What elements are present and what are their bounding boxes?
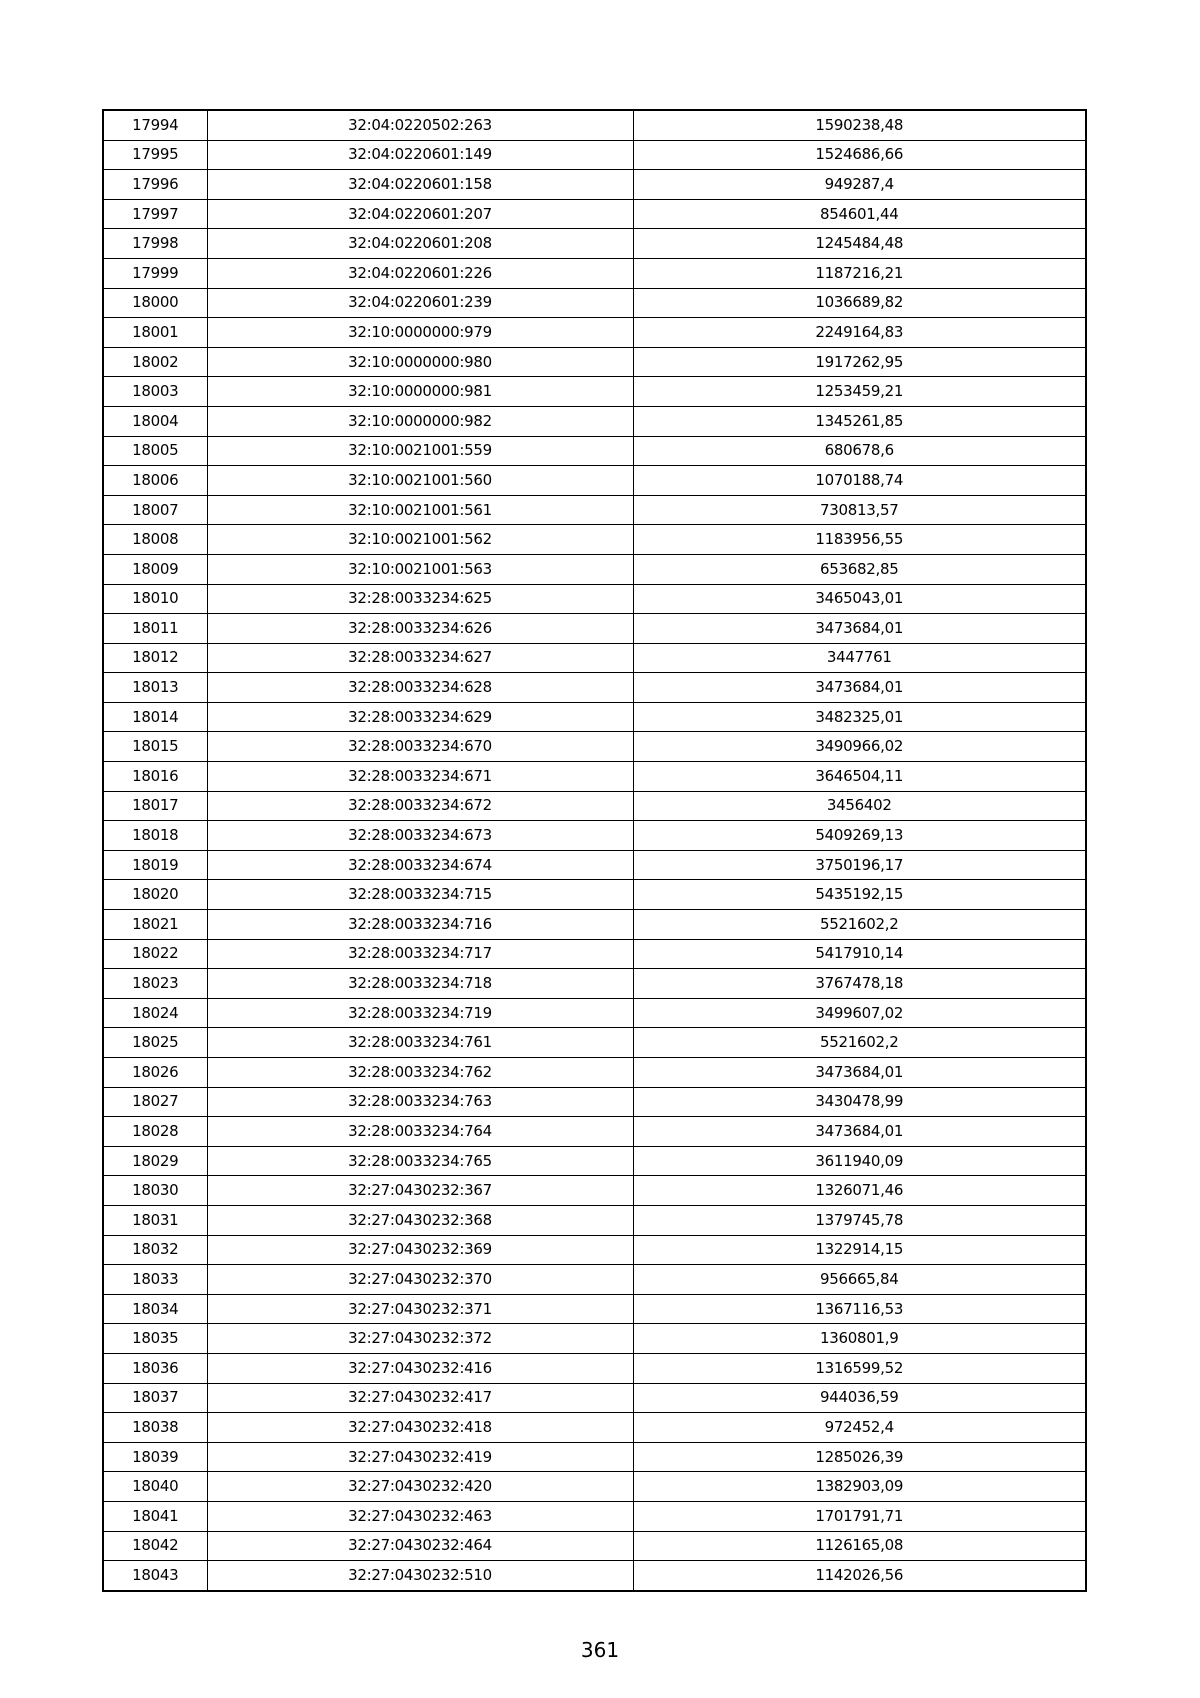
cadastral-number-cell: 32:27:0430232:371 xyxy=(207,1294,633,1324)
table-row xyxy=(103,643,1086,673)
cadastral-number-cell: 32:28:0033234:715 xyxy=(207,880,633,910)
table-row xyxy=(103,791,1086,821)
cadastral-number-cell: 32:27:0430232:368 xyxy=(207,1205,633,1235)
table-row xyxy=(103,821,1086,851)
cadastral-number-cell: 32:10:0000000:981 xyxy=(207,377,633,407)
row-number-cell: 18002 xyxy=(103,347,207,377)
row-number-cell: 17996 xyxy=(103,170,207,200)
row-number-cell: 18039 xyxy=(103,1442,207,1472)
row-number-cell: 18038 xyxy=(103,1413,207,1443)
row-number-cell: 18032 xyxy=(103,1235,207,1265)
cadastral-number-cell: 32:27:0430232:369 xyxy=(207,1235,633,1265)
cadastral-number-cell: 32:27:0430232:416 xyxy=(207,1353,633,1383)
row-number-cell: 18017 xyxy=(103,791,207,821)
cadastral-number-cell: 32:27:0430232:420 xyxy=(207,1472,633,1502)
cadastral-value-cell: 3499607,02 xyxy=(633,998,1086,1028)
cadastral-value-cell: 5417910,14 xyxy=(633,939,1086,969)
table-row xyxy=(103,1117,1086,1147)
cadastral-value-cell: 1245484,48 xyxy=(633,229,1086,259)
row-number-cell: 18006 xyxy=(103,466,207,496)
cadastral-value-cell: 1316599,52 xyxy=(633,1353,1086,1383)
table-row xyxy=(103,1501,1086,1531)
row-number-cell: 17998 xyxy=(103,229,207,259)
table-row xyxy=(103,702,1086,732)
cadastral-value-cell: 944036,59 xyxy=(633,1383,1086,1413)
cadastral-value-cell: 1036689,82 xyxy=(633,288,1086,318)
cadastral-number-cell: 32:04:0220601:149 xyxy=(207,140,633,170)
cadastral-value-cell: 3611940,09 xyxy=(633,1146,1086,1176)
cadastral-value-cell: 5435192,15 xyxy=(633,880,1086,910)
table-row xyxy=(103,1058,1086,1088)
cadastral-number-cell: 32:28:0033234:674 xyxy=(207,850,633,880)
cadastral-number-cell: 32:28:0033234:629 xyxy=(207,702,633,732)
cadastral-value-cell: 3767478,18 xyxy=(633,969,1086,999)
cadastral-value-cell: 3750196,17 xyxy=(633,850,1086,880)
row-number-cell: 18011 xyxy=(103,614,207,644)
cadastral-number-cell: 32:28:0033234:673 xyxy=(207,821,633,851)
row-number-cell: 18010 xyxy=(103,584,207,614)
row-number-cell: 18030 xyxy=(103,1176,207,1206)
cadastral-value-cell: 3473684,01 xyxy=(633,1058,1086,1088)
cadastral-value-cell: 3473684,01 xyxy=(633,1117,1086,1147)
table-row xyxy=(103,1353,1086,1383)
cadastral-value-cell: 3482325,01 xyxy=(633,702,1086,732)
table-row xyxy=(103,850,1086,880)
row-number-cell: 18028 xyxy=(103,1117,207,1147)
table-row xyxy=(103,466,1086,496)
row-number-cell: 18024 xyxy=(103,998,207,1028)
row-number-cell: 18001 xyxy=(103,318,207,348)
cadastral-number-cell: 32:10:0021001:560 xyxy=(207,466,633,496)
table-row xyxy=(103,673,1086,703)
row-number-cell: 17999 xyxy=(103,258,207,288)
cadastral-number-cell: 32:27:0430232:418 xyxy=(207,1413,633,1443)
cadastral-value-cell: 949287,4 xyxy=(633,170,1086,200)
row-number-cell: 18041 xyxy=(103,1501,207,1531)
row-number-cell: 18012 xyxy=(103,643,207,673)
cadastral-number-cell: 32:28:0033234:671 xyxy=(207,762,633,792)
table-row xyxy=(103,318,1086,348)
cadastral-number-cell: 32:10:0000000:979 xyxy=(207,318,633,348)
cadastral-number-cell: 32:04:0220601:239 xyxy=(207,288,633,318)
cadastral-number-cell: 32:04:0220601:226 xyxy=(207,258,633,288)
cadastral-number-cell: 32:27:0430232:463 xyxy=(207,1501,633,1531)
cadastral-number-cell: 32:28:0033234:763 xyxy=(207,1087,633,1117)
cadastral-number-cell: 32:28:0033234:765 xyxy=(207,1146,633,1176)
table-row xyxy=(103,406,1086,436)
cadastral-number-cell: 32:28:0033234:627 xyxy=(207,643,633,673)
cadastral-number-cell: 32:10:0000000:982 xyxy=(207,406,633,436)
row-number-cell: 18031 xyxy=(103,1205,207,1235)
row-number-cell: 18005 xyxy=(103,436,207,466)
cadastral-value-cell: 3646504,11 xyxy=(633,762,1086,792)
cadastral-number-cell: 32:28:0033234:716 xyxy=(207,910,633,940)
row-number-cell: 17997 xyxy=(103,199,207,229)
row-number-cell: 18027 xyxy=(103,1087,207,1117)
cadastral-number-cell: 32:27:0430232:417 xyxy=(207,1383,633,1413)
cadastral-value-cell: 1524686,66 xyxy=(633,140,1086,170)
table-row xyxy=(103,495,1086,525)
table-row xyxy=(103,288,1086,318)
table-row xyxy=(103,1265,1086,1295)
table-row xyxy=(103,229,1086,259)
row-number-cell: 18015 xyxy=(103,732,207,762)
cadastral-value-cell: 680678,6 xyxy=(633,436,1086,466)
cadastral-value-cell: 1701791,71 xyxy=(633,1501,1086,1531)
table-row xyxy=(103,1442,1086,1472)
cadastral-number-cell: 32:28:0033234:717 xyxy=(207,939,633,969)
table-row xyxy=(103,614,1086,644)
table-row xyxy=(103,1235,1086,1265)
cadastral-value-cell: 1326071,46 xyxy=(633,1176,1086,1206)
cadastral-number-cell: 32:04:0220502:263 xyxy=(207,110,633,140)
table-row xyxy=(103,880,1086,910)
cadastral-value-cell: 1126165,08 xyxy=(633,1531,1086,1561)
cadastral-value-cell: 972452,4 xyxy=(633,1413,1086,1443)
row-number-cell: 18013 xyxy=(103,673,207,703)
cadastral-value-cell: 1360801,9 xyxy=(633,1324,1086,1354)
cadastral-value-cell: 1345261,85 xyxy=(633,406,1086,436)
cadastral-number-cell: 32:27:0430232:370 xyxy=(207,1265,633,1295)
table-row xyxy=(103,1383,1086,1413)
cadastral-value-cell: 3456402 xyxy=(633,791,1086,821)
table-row xyxy=(103,910,1086,940)
cadastral-number-cell: 32:27:0430232:367 xyxy=(207,1176,633,1206)
row-number-cell: 18019 xyxy=(103,850,207,880)
table-row xyxy=(103,969,1086,999)
cadastral-value-cell: 1070188,74 xyxy=(633,466,1086,496)
cadastral-number-cell: 32:27:0430232:372 xyxy=(207,1324,633,1354)
row-number-cell: 17995 xyxy=(103,140,207,170)
row-number-cell: 17994 xyxy=(103,110,207,140)
cadastral-value-cell: 956665,84 xyxy=(633,1265,1086,1295)
table-row xyxy=(103,140,1086,170)
row-number-cell: 18037 xyxy=(103,1383,207,1413)
row-number-cell: 18009 xyxy=(103,554,207,584)
row-number-cell: 18007 xyxy=(103,495,207,525)
cadastral-number-cell: 32:28:0033234:762 xyxy=(207,1058,633,1088)
row-number-cell: 18008 xyxy=(103,525,207,555)
row-number-cell: 18034 xyxy=(103,1294,207,1324)
cadastral-value-cell: 1142026,56 xyxy=(633,1561,1086,1591)
table-row xyxy=(103,436,1086,466)
row-number-cell: 18023 xyxy=(103,969,207,999)
row-number-cell: 18035 xyxy=(103,1324,207,1354)
cadastral-value-cell: 1187216,21 xyxy=(633,258,1086,288)
row-number-cell: 18043 xyxy=(103,1561,207,1591)
table-row xyxy=(103,525,1086,555)
table-row xyxy=(103,377,1086,407)
cadastral-value-cell: 1382903,09 xyxy=(633,1472,1086,1502)
table-row xyxy=(103,1205,1086,1235)
cadastral-number-cell: 32:27:0430232:419 xyxy=(207,1442,633,1472)
cadastral-value-cell: 854601,44 xyxy=(633,199,1086,229)
cadastral-value-cell: 3490966,02 xyxy=(633,732,1086,762)
cadastral-number-cell: 32:04:0220601:208 xyxy=(207,229,633,259)
cadastral-number-cell: 32:28:0033234:670 xyxy=(207,732,633,762)
row-number-cell: 18022 xyxy=(103,939,207,969)
cadastral-number-cell: 32:28:0033234:628 xyxy=(207,673,633,703)
cadastral-value-cell: 653682,85 xyxy=(633,554,1086,584)
table-row xyxy=(103,258,1086,288)
cadastral-value-cell: 1285026,39 xyxy=(633,1442,1086,1472)
table-row xyxy=(103,110,1086,140)
cadastral-value-cell: 3447761 xyxy=(633,643,1086,673)
cadastral-value-cell: 5521602,2 xyxy=(633,910,1086,940)
page-number: 361 xyxy=(580,1638,620,1662)
cadastral-value-cell: 1379745,78 xyxy=(633,1205,1086,1235)
table-row xyxy=(103,554,1086,584)
cadastral-number-cell: 32:10:0000000:980 xyxy=(207,347,633,377)
cadastral-value-cell: 1253459,21 xyxy=(633,377,1086,407)
cadastral-value-cell: 3465043,01 xyxy=(633,584,1086,614)
table-row xyxy=(103,584,1086,614)
row-number-cell: 18029 xyxy=(103,1146,207,1176)
row-number-cell: 18004 xyxy=(103,406,207,436)
row-number-cell: 18003 xyxy=(103,377,207,407)
row-number-cell: 18014 xyxy=(103,702,207,732)
row-number-cell: 18020 xyxy=(103,880,207,910)
table-row xyxy=(103,1087,1086,1117)
row-number-cell: 18033 xyxy=(103,1265,207,1295)
cadastral-number-cell: 32:27:0430232:464 xyxy=(207,1531,633,1561)
cadastral-value-cell: 1183956,55 xyxy=(633,525,1086,555)
table-row xyxy=(103,939,1086,969)
cadastral-number-cell: 32:28:0033234:719 xyxy=(207,998,633,1028)
cadastral-value-cell: 2249164,83 xyxy=(633,318,1086,348)
cadastral-number-cell: 32:10:0021001:562 xyxy=(207,525,633,555)
cadastral-value-cell: 3473684,01 xyxy=(633,614,1086,644)
row-number-cell: 18025 xyxy=(103,1028,207,1058)
table-row xyxy=(103,1531,1086,1561)
row-number-cell: 18021 xyxy=(103,910,207,940)
table-body xyxy=(103,110,1086,1591)
cadastral-number-cell: 32:28:0033234:625 xyxy=(207,584,633,614)
table-row xyxy=(103,1413,1086,1443)
cadastral-value-cell: 1917262,95 xyxy=(633,347,1086,377)
row-number-cell: 18042 xyxy=(103,1531,207,1561)
cadastral-number-cell: 32:28:0033234:761 xyxy=(207,1028,633,1058)
table-row xyxy=(103,1028,1086,1058)
table-row xyxy=(103,1472,1086,1502)
cadastral-number-cell: 32:10:0021001:559 xyxy=(207,436,633,466)
cadastral-number-cell: 32:10:0021001:561 xyxy=(207,495,633,525)
cadastral-value-table xyxy=(102,109,1087,1592)
cadastral-value-cell: 5521602,2 xyxy=(633,1028,1086,1058)
table-row xyxy=(103,199,1086,229)
table-row xyxy=(103,170,1086,200)
cadastral-number-cell: 32:28:0033234:626 xyxy=(207,614,633,644)
table-row xyxy=(103,1324,1086,1354)
cadastral-number-cell: 32:27:0430232:510 xyxy=(207,1561,633,1591)
cadastral-value-cell: 3430478,99 xyxy=(633,1087,1086,1117)
cadastral-number-cell: 32:04:0220601:158 xyxy=(207,170,633,200)
cadastral-value-cell: 5409269,13 xyxy=(633,821,1086,851)
cadastral-number-cell: 32:28:0033234:764 xyxy=(207,1117,633,1147)
cadastral-value-cell: 730813,57 xyxy=(633,495,1086,525)
row-number-cell: 18016 xyxy=(103,762,207,792)
cadastral-number-cell: 32:04:0220601:207 xyxy=(207,199,633,229)
row-number-cell: 18018 xyxy=(103,821,207,851)
table-row xyxy=(103,762,1086,792)
cadastral-value-cell: 1367116,53 xyxy=(633,1294,1086,1324)
cadastral-value-cell: 1590238,48 xyxy=(633,110,1086,140)
table-row xyxy=(103,1561,1086,1591)
cadastral-value-cell: 1322914,15 xyxy=(633,1235,1086,1265)
row-number-cell: 18000 xyxy=(103,288,207,318)
cadastral-value-cell: 3473684,01 xyxy=(633,673,1086,703)
cadastral-number-cell: 32:28:0033234:718 xyxy=(207,969,633,999)
cadastral-number-cell: 32:28:0033234:672 xyxy=(207,791,633,821)
table-row xyxy=(103,1294,1086,1324)
table-row xyxy=(103,1176,1086,1206)
row-number-cell: 18036 xyxy=(103,1353,207,1383)
table-row xyxy=(103,347,1086,377)
cadastral-number-cell: 32:10:0021001:563 xyxy=(207,554,633,584)
row-number-cell: 18026 xyxy=(103,1058,207,1088)
table-row xyxy=(103,732,1086,762)
table-row xyxy=(103,1146,1086,1176)
table-row xyxy=(103,998,1086,1028)
row-number-cell: 18040 xyxy=(103,1472,207,1502)
